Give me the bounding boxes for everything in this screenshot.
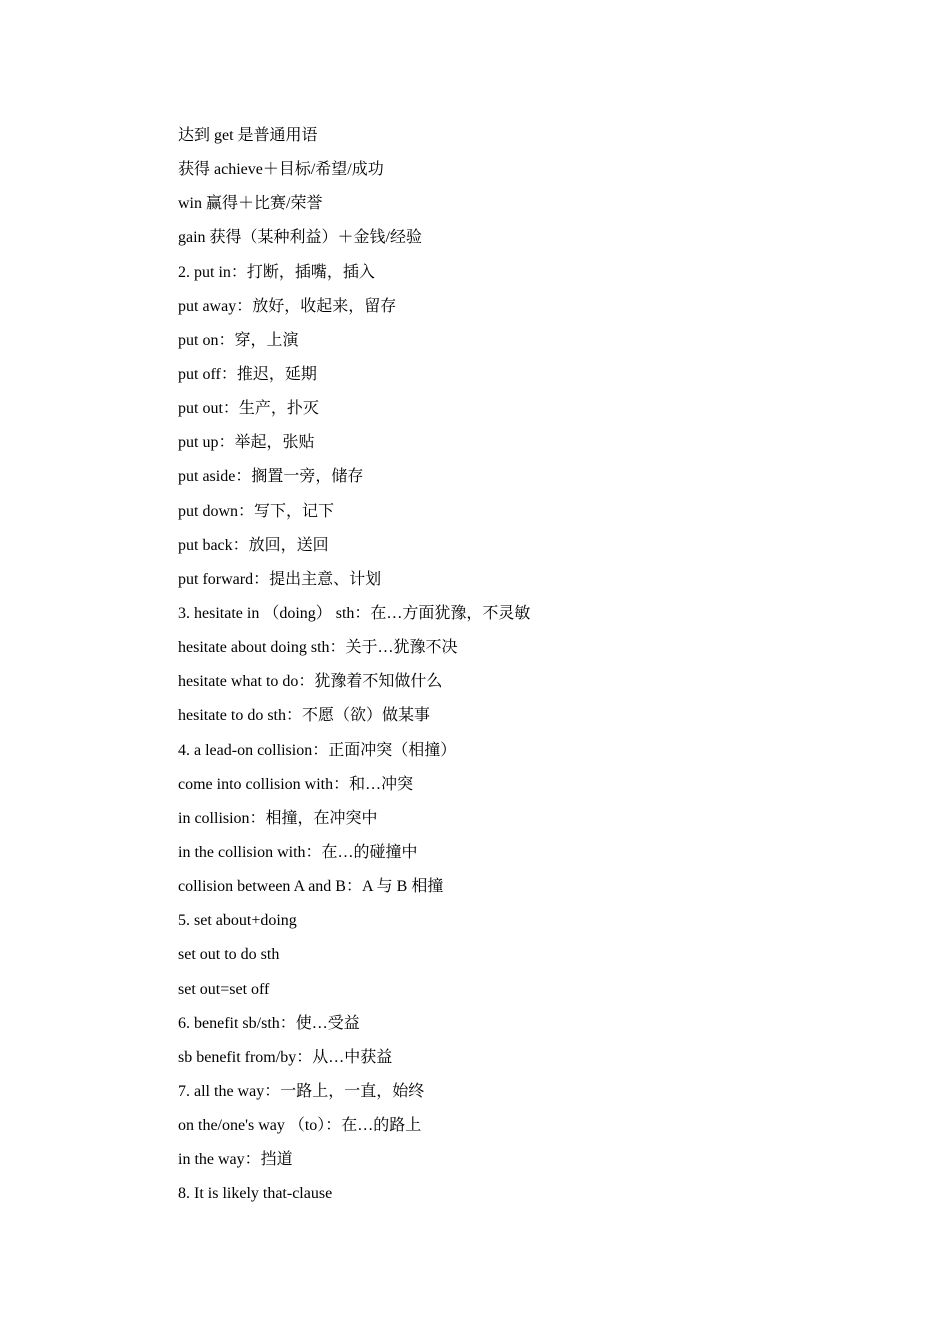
text-line: put out：生产，扑灭	[178, 400, 319, 418]
text-line: 达到 get 是普通用语	[178, 127, 318, 144]
text-line: put forward：提出主意、计划	[178, 570, 382, 588]
text-line: in the way：挡道	[178, 1151, 293, 1169]
text-line: gain 获得（某种利益）＋金钱/经验	[178, 229, 422, 247]
text-line: put back：放回，送回	[178, 536, 329, 554]
text-line: put aside：搁置一旁，储存	[178, 468, 364, 486]
text-line: in collision：相撞，在冲突中	[178, 809, 378, 827]
text-line: put on：穿，上演	[178, 331, 299, 349]
text-line: hesitate what to do：犹豫着不知做什么	[178, 673, 443, 691]
text-line: 4. a lead-on collision：正面冲突（相撞）	[178, 741, 457, 759]
text-line: hesitate to do sth：不愿（欲）做某事	[178, 707, 430, 725]
text-line: set out=set off	[178, 980, 270, 998]
phrase-list	[178, 125, 818, 1218]
text-line: collision between A and B：A 与 B 相撞	[178, 878, 444, 896]
text-line: put off：推迟，延期	[178, 365, 317, 383]
text-line: put away：放好，收起来，留存	[178, 297, 397, 315]
text-line: hesitate about doing sth：关于…犹豫不决	[178, 639, 458, 657]
text-line: on the/one's way （to）：在…的路上	[178, 1117, 422, 1135]
text-line: 获得 achieve＋目标/希望/成功	[178, 161, 384, 179]
text-line: set out to do sth	[178, 946, 280, 964]
text-line: 6. benefit sb/sth：使…受益	[178, 1014, 360, 1032]
text-line: put up：举起，张贴	[178, 434, 315, 452]
text-line: sb benefit from/by：从…中获益	[178, 1048, 393, 1066]
text-line: win 赢得＋比赛/荣誉	[178, 195, 323, 213]
text-line: come into collision with：和…冲突	[178, 775, 414, 793]
text-line: put down：写下，记下	[178, 502, 335, 520]
text-line: 7. all the way：一路上，一直，始终	[178, 1082, 425, 1100]
text-line: 8. It is likely that-clause	[178, 1185, 333, 1203]
text-line: 5. set about+doing	[178, 912, 297, 930]
text-line: 3. hesitate in （doing） sth：在…方面犹豫，不灵敏	[178, 604, 531, 622]
text-line: in the collision with：在…的碰撞中	[178, 843, 418, 861]
text-line: 2. put in：打断，插嘴，插入	[178, 263, 375, 281]
